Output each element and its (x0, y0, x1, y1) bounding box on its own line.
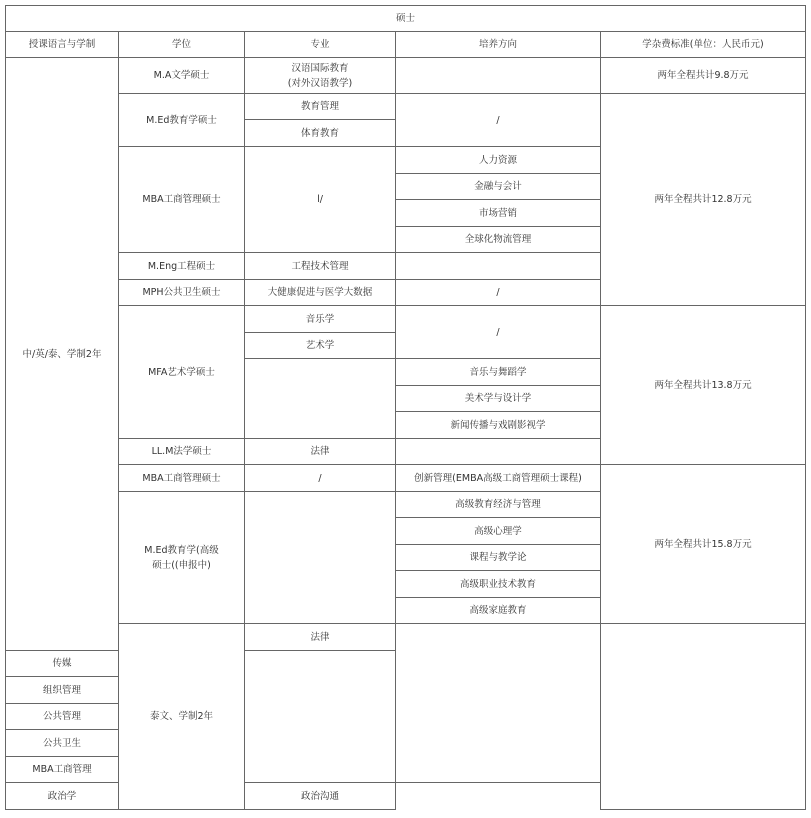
thai-degree: MBA工商管理 (6, 757, 119, 783)
header-degree: 学位 (119, 32, 245, 58)
degree-mph: MPH公共卫生硕士 (119, 280, 245, 306)
direction-marketing: 市场营销 (396, 200, 601, 227)
major-health: 大健康促进与医学大数据 (245, 280, 396, 306)
group-label-chinese-english-thai: 中/英/泰、学制2年 (6, 58, 119, 651)
major-mba: l/ (245, 147, 396, 253)
direction-journalism: 新闻传播与戏剧影视学 (396, 412, 601, 439)
table-row (6, 624, 806, 651)
header-fee: 学杂费标准(单位：人民币元) (601, 32, 806, 58)
direction-vocational: 高级职业技术教育 (396, 571, 601, 598)
tuition-table (5, 5, 806, 810)
degree-mba2: MBA工商管理硕士 (119, 465, 245, 492)
direction-curriculum: 课程与教学论 (396, 545, 601, 571)
direction-finance: 金融与会计 (396, 174, 601, 200)
degree-med-senior-line2: 硕士((申报中) (152, 559, 211, 571)
degree-meng: M.Eng工程硕士 (119, 253, 245, 280)
tuition-table-container (5, 5, 806, 810)
thai-degree: 公共卫生 (6, 730, 119, 757)
major-edu-mgmt: 教育管理 (245, 94, 396, 120)
major-music: 音乐学 (245, 306, 396, 333)
direction-psychology: 高级心理学 (396, 518, 601, 545)
major-eng-mgmt: 工程技术管理 (245, 253, 396, 280)
header-direction: 培养方向 (396, 32, 601, 58)
thai-degree: 传媒 (6, 651, 119, 677)
header-lang: 授课语言与学制 (6, 32, 119, 58)
major-mba2: / (245, 465, 396, 492)
degree-mba: MBA工商管理硕士 (119, 147, 245, 253)
direction-fine-arts: 美术学与设计学 (396, 386, 601, 412)
direction-llm-empty (396, 439, 601, 465)
major-art: 艺术学 (245, 333, 396, 359)
direction-family: 高级家庭教育 (396, 598, 601, 624)
major-med-senior-empty (245, 492, 396, 624)
major-pe: 体育教育 (245, 120, 396, 147)
thai-direction-empty (601, 624, 806, 810)
table-row (6, 94, 806, 120)
direction-innovation: 创新管理(EMBA高级工商管理硕士课程) (396, 465, 601, 492)
fee-15-8: 两年全程共计15.8万元 (601, 465, 806, 624)
degree-llm: LL.M法学硕士 (119, 439, 245, 465)
header-major: 专业 (245, 32, 396, 58)
fee-12-8: 两年全程共计12.8万元 (601, 94, 806, 306)
fee-9-8: 两年全程共计9.8万元 (601, 58, 806, 94)
header-row (6, 32, 806, 58)
fee-13-8: 两年全程共计13.8万元 (601, 306, 806, 465)
major-law: 法律 (245, 439, 396, 465)
major-mfa-empty (245, 359, 396, 439)
direction-meng-empty (396, 253, 601, 280)
thai-degree: 组织管理 (6, 677, 119, 704)
table-row (6, 306, 806, 333)
direction-hr: 人力资源 (396, 147, 601, 174)
direction-mph: / (396, 280, 601, 306)
degree-med-senior (119, 492, 245, 624)
direction-ma-empty (396, 58, 601, 94)
table-row (6, 58, 806, 94)
thai-degree: 公共管理 (6, 704, 119, 730)
degree-mfa: MFA艺术学硕士 (119, 306, 245, 439)
major-chinese-intl-line1: 汉语国际教育 (291, 62, 349, 74)
direction-edu-econ: 高级教育经济与管理 (396, 492, 601, 518)
thai-degree: 政治学 (6, 783, 119, 810)
degree-ma: M.A文学硕士 (119, 58, 245, 94)
degree-med: M.Ed教育学硕士 (119, 94, 245, 147)
direction-music-art: / (396, 306, 601, 359)
degree-med-senior-line1: M.Ed教育学(高级 (144, 544, 219, 556)
table-title: 硕士 (6, 6, 806, 32)
major-chinese-intl (245, 58, 396, 94)
thai-degree: 法律 (245, 624, 396, 651)
thai-major-empty (396, 624, 601, 783)
direction-med: / (396, 94, 601, 147)
major-chinese-intl-line2: (对外汉语教学) (287, 77, 353, 89)
table-row (6, 465, 806, 492)
direction-music-dance: 音乐与舞蹈学 (396, 359, 601, 386)
table-title-row (6, 6, 806, 32)
group-label-thai: 泰文、学制2年 (119, 624, 245, 810)
thai-major-politics: 政治沟通 (245, 783, 396, 810)
direction-logistics: 全球化物流管理 (396, 227, 601, 253)
